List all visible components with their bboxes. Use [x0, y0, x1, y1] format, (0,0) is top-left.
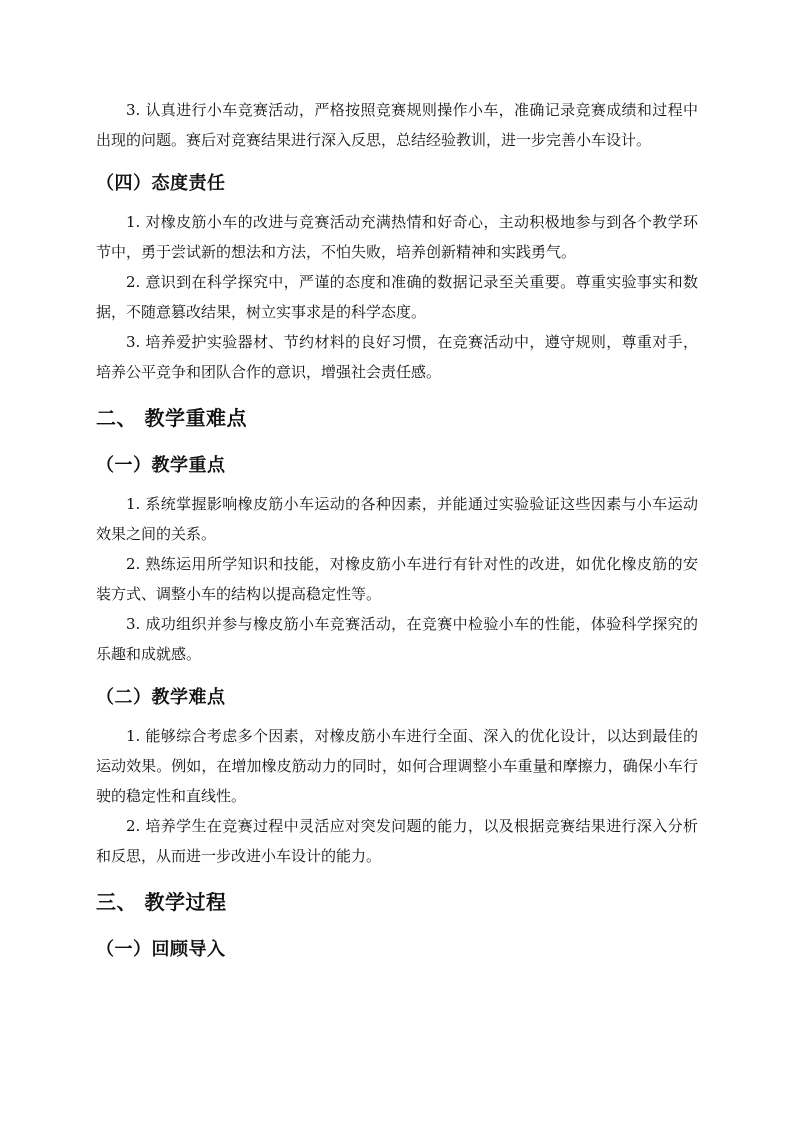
- paragraph-difficulty-1: 1. 能够综合考虑多个因素，对橡皮筋小车进行全面、深入的优化设计，以达到最佳的运动效果。例如，在增加橡皮筋动力的同时，如何合理调整小车重量和摩擦力，确保小车行驶的稳定性和直线性。: [96, 727, 698, 805]
- paragraph-focus-2: 2. 熟练运用所学知识和技能，对橡皮筋小车进行有针对性的改进，如优化橡皮筋的安装方式、调整小车的结构以提高稳定性等。: [96, 555, 698, 603]
- paragraph-attitude-2: 2. 意识到在科学探究中，严谨的态度和准确的数据记录至关重要。尊重实验事实和数据，不随意篡改结果，树立实事求是的科学态度。: [96, 273, 698, 321]
- heading-teaching-process: 三、 教学过程: [96, 890, 227, 914]
- heading-teaching-focus: （一）教学重点: [96, 455, 226, 476]
- heading-attitude-responsibility: （四）态度责任: [96, 173, 226, 194]
- heading-key-difficult-points: 二、 教学重难点: [96, 406, 247, 430]
- heading-review-intro: （一）回顾导入: [96, 939, 226, 960]
- paragraph-focus-3: 3. 成功组织并参与橡皮筋小车竞赛活动，在竞赛中检验小车的性能，体验科学探究的乐趣和成就感。: [96, 615, 698, 663]
- paragraph-skill-3: 3. 认真进行小车竞赛活动，严格按照竞赛规则操作小车，准确记录竞赛成绩和过程中出现的问题。赛后对竞赛结果进行深入反思，总结经验教训，进一步完善小车设计。: [96, 101, 698, 149]
- paragraph-attitude-3: 3. 培养爱护实验器材、节约材料的良好习惯，在竞赛活动中，遵守规则，尊重对手，培养公平竞争和团队合作的意识，增强社会责任感。: [96, 333, 698, 381]
- paragraph-difficulty-2: 2. 培养学生在竞赛过程中灵活应对突发问题的能力，以及根据竞赛结果进行深入分析和反思，从而进一步改进小车设计的能力。: [96, 817, 698, 865]
- paragraph-attitude-1: 1. 对橡皮筋小车的改进与竞赛活动充满热情和好奇心，主动积极地参与到各个教学环节中，勇于尝试新的想法和方法，不怕失败，培养创新精神和实践勇气。: [96, 213, 698, 261]
- paragraph-focus-1: 1. 系统掌握影响橡皮筋小车运动的各种因素，并能通过实验验证这些因素与小车运动效果之间的关系。: [96, 495, 698, 543]
- heading-teaching-difficulty: （二）教学难点: [96, 687, 226, 708]
